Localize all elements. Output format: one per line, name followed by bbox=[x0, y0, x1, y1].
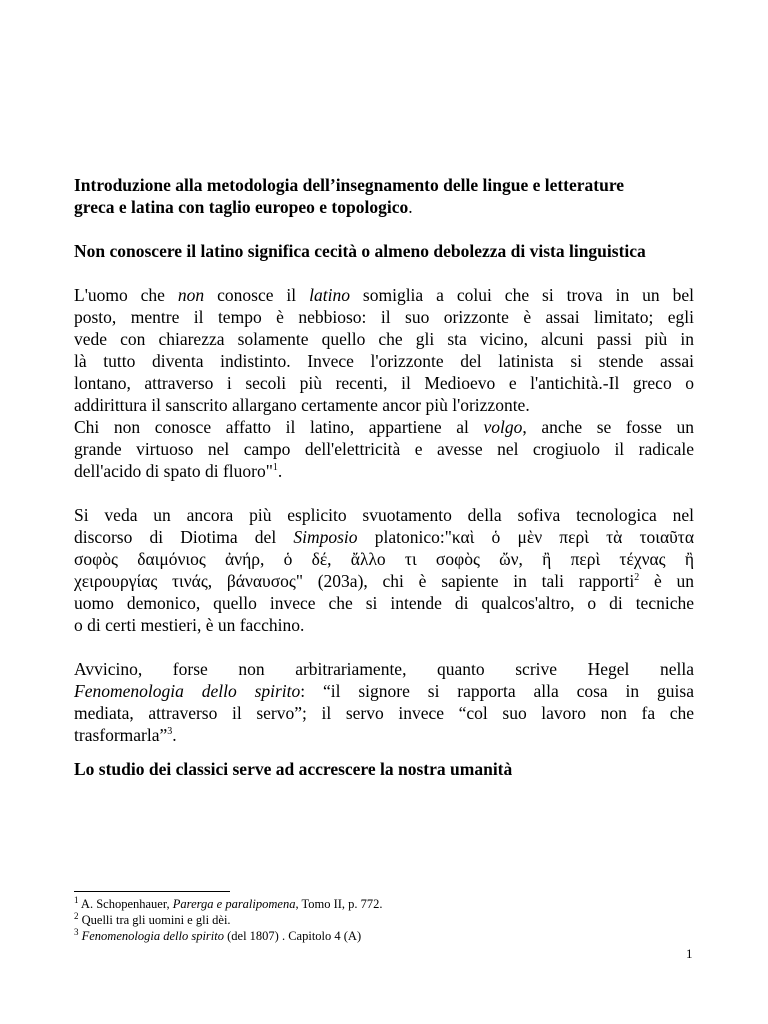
paragraph-1-line bbox=[74, 284, 694, 306]
title-line-2 bbox=[74, 196, 694, 218]
paragraph-1-line: posto, mentre il tempo è nebbioso: il suo orizzonte è assai limitato; egli bbox=[74, 307, 694, 327]
text-run: . bbox=[172, 725, 177, 745]
italic-fenomenologia: Fenomenologia dello spirito bbox=[74, 681, 301, 701]
footnote-text: A. Schopenhauer, bbox=[78, 897, 173, 911]
footnote-ref-3[interactable]: 3 bbox=[167, 726, 173, 738]
paragraph-2-line bbox=[74, 460, 694, 482]
document-body bbox=[74, 174, 694, 780]
paragraph-1 bbox=[74, 284, 694, 416]
spacer bbox=[74, 218, 694, 240]
text-run: platonico:"καὶ ὁ μὲν περὶ τὰ τοιαῦτα bbox=[357, 527, 694, 547]
paragraph-4-line bbox=[74, 680, 694, 702]
spacer bbox=[74, 746, 694, 758]
text-run: L'uomo che bbox=[74, 285, 178, 305]
paragraph-4-line: mediata, attraverso il servo”; il servo invece “col suo lavoro non fa che bbox=[74, 703, 694, 723]
spacer bbox=[74, 482, 694, 504]
paragraph-2-line bbox=[74, 416, 694, 438]
text-run: , anche se fosse un bbox=[522, 417, 694, 437]
paragraph-3-line bbox=[74, 570, 694, 592]
text-run: trasformarla” bbox=[74, 725, 168, 745]
paragraph-4-line: Avvicino, forse non arbitrariamente, quanto scrive Hegel nella bbox=[74, 659, 694, 679]
footnote-number: 3 bbox=[74, 926, 79, 937]
footnote-number: 2 bbox=[74, 910, 79, 921]
paragraph-2-line: grande virtuoso nel campo dell'elettricità e avesse nel crogiuolo il radicale bbox=[74, 439, 694, 459]
footnote-3 bbox=[74, 928, 383, 944]
italic-latino: latino bbox=[309, 285, 350, 305]
italic-non: non bbox=[177, 285, 205, 305]
text-run: conosce il bbox=[204, 285, 310, 305]
paragraph-3-line: o di certi mestieri, è un facchino. bbox=[74, 615, 305, 635]
footnote-text: (del 1807) . Capitolo 4 (A) bbox=[223, 929, 362, 943]
footnote-text: , Tomo II, p. 772. bbox=[295, 897, 383, 911]
paragraph-1-line: addirittura il sanscrito allargano certamente ancor più l'orizzonte. bbox=[74, 395, 530, 415]
paragraph-4 bbox=[74, 658, 694, 746]
text-run: . bbox=[277, 461, 283, 481]
paragraph-1-line: là tutto diventa indistinto. Invece l'orizzonte del latinista si stende assai bbox=[74, 351, 694, 371]
text-run: : “il signore si rapporta alla cosa in guisa bbox=[300, 681, 694, 701]
footnote-2 bbox=[74, 912, 383, 928]
text-run: discorso di Diotima del bbox=[74, 527, 294, 547]
text-run: Chi non conosce affatto il latino, appartiene al bbox=[74, 417, 484, 437]
italic-simposio: Simposio bbox=[293, 527, 358, 547]
paragraph-3-line: uomo demonico, quello invece che si intende di qualcos'altro, o di tecniche bbox=[74, 593, 694, 613]
paragraph-4-line bbox=[74, 724, 694, 746]
footnote-italic: Parerga e paralipomena bbox=[172, 897, 296, 911]
section-heading-latin: Non conoscere il latino significa cecità o almeno debolezza di vista linguistica bbox=[74, 241, 646, 261]
title-line-2-bold: greca e latina con taglio europeo e topologico bbox=[74, 197, 409, 217]
text-run: somiglia a colui che si trova in un bel bbox=[349, 285, 694, 305]
footnote-italic: Fenomenologia dello spirito bbox=[81, 929, 224, 943]
paragraph-3-line bbox=[74, 526, 694, 548]
text-run: dell'acido di spato di fluoro" bbox=[74, 461, 273, 481]
text-run: è un bbox=[639, 571, 694, 591]
footnotes bbox=[74, 896, 383, 944]
paragraph-2 bbox=[74, 416, 694, 482]
italic-volgo: volgo bbox=[483, 417, 523, 437]
paragraph-1-line: lontano, attraverso i secoli più recenti, il Medioevo e l'antichità.-Il greco o bbox=[74, 373, 694, 393]
title-line-1: Introduzione alla metodologia dell’insegnamento delle lingue e letterature bbox=[74, 175, 625, 195]
paragraph-1-line: vede con chiarezza solamente quello che gli sta vicino, alcuni passi più in bbox=[74, 329, 694, 349]
spacer bbox=[74, 636, 694, 658]
section-heading-classics: Lo studio dei classici serve ad accrescere la nostra umanità bbox=[74, 759, 513, 779]
paragraph-3-line: Si veda un ancora più esplicito svuotamento della sofiva tecnologica nel bbox=[74, 505, 694, 525]
title-line-2-end: . bbox=[408, 197, 413, 217]
text-run: χειρουργίας τινάς, βάναυσος" (203a), chi è sapiente in tali rapporti bbox=[74, 571, 635, 591]
document-title bbox=[74, 174, 694, 218]
footnote-ref-2[interactable]: 2 bbox=[634, 572, 640, 584]
paragraph-3-line: σοφὸς δαιμόνιος ἀνήρ, ὁ δέ, ἄλλο τι σοφὸς ὤν, ἢ περὶ τέχνας ἢ bbox=[74, 549, 694, 569]
spacer bbox=[74, 262, 694, 284]
footnote-separator bbox=[74, 891, 230, 892]
footnote-1 bbox=[74, 896, 383, 912]
footnote-number: 1 bbox=[74, 894, 79, 905]
paragraph-3 bbox=[74, 504, 694, 636]
footnote-text: Quelli tra gli uomini e gli dèi. bbox=[78, 913, 231, 927]
footnote-ref-1[interactable]: 1 bbox=[272, 462, 278, 474]
page-number: 1 bbox=[686, 946, 693, 961]
